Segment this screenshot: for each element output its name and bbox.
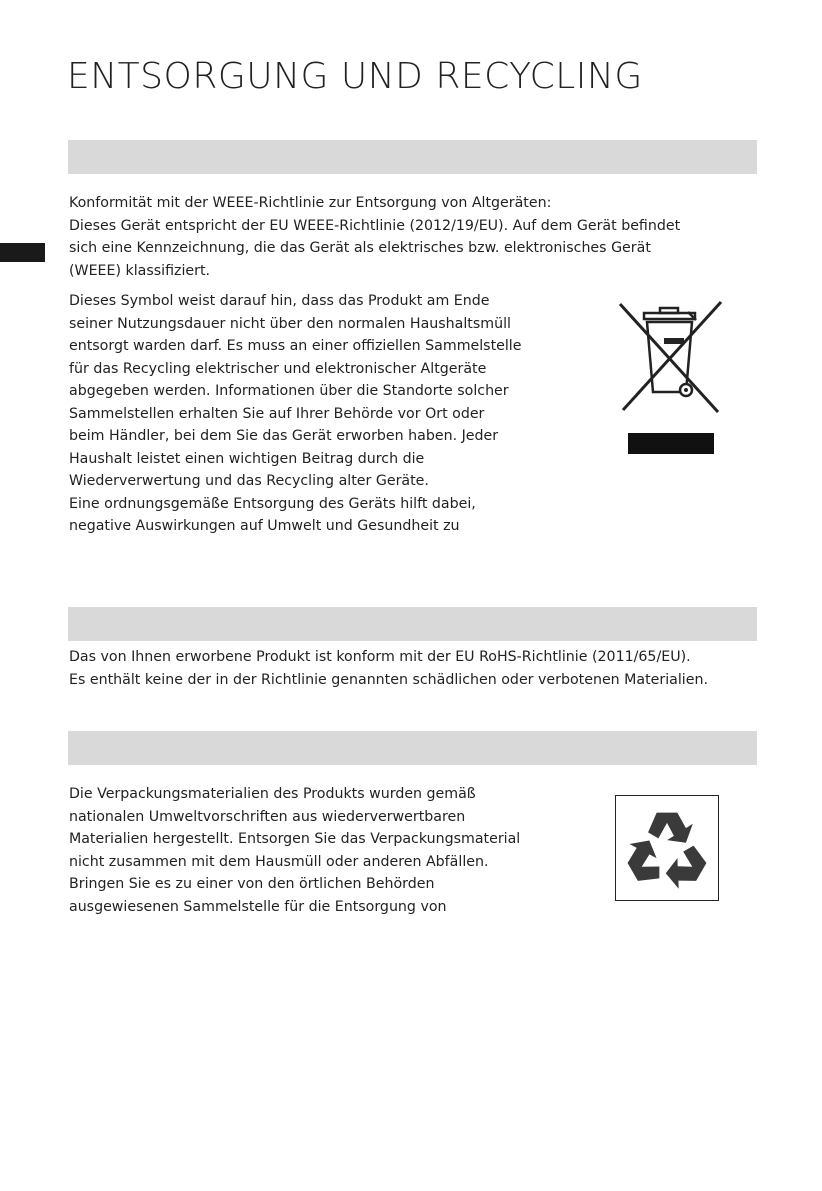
weee-intro — [69, 192, 680, 282]
packaging-line: nationalen Umweltvorschriften aus wiederverwertbaren — [69, 808, 466, 825]
packaging-line: Materialien hergestellt. Entsorgen Sie das Verpackungsmaterial — [69, 831, 521, 847]
recycling-symbol-frame — [615, 795, 719, 901]
packaging-line: nicht zusammen mit dem Hausmüll oder anderen Abfällen. — [69, 853, 489, 870]
weee-body-line: Eine ordnungsgemäße Entsorgung des Geräts hilft dabei, — [69, 495, 476, 512]
section-header-rohs — [68, 607, 757, 641]
rohs-text — [69, 646, 708, 691]
weee-body-line: Wiederverwertung und das Recycling alter Geräte. — [69, 473, 429, 489]
weee-body-line: beim Händler, bei dem Sie das Gerät erworben haben. Jeder — [69, 428, 499, 444]
section-header-packaging — [68, 731, 757, 765]
weee-body-line: entsorgt warden darf. Es muss an einer offiziellen Sammelstelle — [69, 338, 522, 354]
side-tab-marker — [0, 243, 45, 262]
weee-body-line: für das Recycling elektrischer und elektronischer Altgeräte — [69, 360, 487, 377]
crossed-out-wheeled-bin-icon — [618, 300, 724, 460]
rohs-line: Das von Ihnen erworbene Produkt ist konform mit der EU RoHS-Richtlinie (2011/65/EU). — [69, 649, 691, 665]
weee-body-line: Dieses Symbol weist darauf hin, dass das Produkt am Ende — [69, 293, 490, 309]
weee-intro-line: Konformität mit der WEEE-Richtlinie zur Entsorgung von Altgeräten: — [69, 195, 552, 211]
weee-body-line: abgegeben werden. Informationen über die Standorte solcher — [69, 383, 509, 399]
weee-intro-line: (WEEE) klassifiziert. — [69, 262, 211, 279]
packaging-line: Bringen Sie es zu einer von den örtlichen Behörden — [69, 876, 435, 892]
rohs-line: Es enthält keine der in der Richtlinie genannten schädlichen oder verbotenen Materialien. — [69, 671, 708, 688]
packaging-line: ausgewiesenen Sammelstelle für die Entsorgung von — [69, 898, 447, 915]
weee-body-line: negative Auswirkungen auf Umwelt und Gesundheit zu — [69, 518, 460, 534]
weee-body-line: Sammelstellen erhalten Sie auf Ihrer Behörde vor Ort oder — [69, 405, 485, 422]
weee-body-line: Haushalt leistet einen wichtigen Beitrag durch die — [69, 450, 425, 467]
page-title: ENTSORGUNG UND RECYCLING — [67, 56, 643, 97]
packaging-text — [69, 783, 520, 918]
recycling-icon — [624, 804, 710, 890]
weee-intro-line: sich eine Kennzeichnung, die das Gerät als elektrisches bzw. elektronisches Gerät — [69, 240, 651, 256]
section-header-weee — [68, 140, 757, 174]
weee-intro-line: Dieses Gerät entspricht der EU WEEE-Richtlinie (2012/19/EU). Auf dem Gerät befindet — [69, 217, 681, 234]
weee-body — [69, 290, 521, 538]
weee-body-line: seiner Nutzungsdauer nicht über den normalen Haushaltsmüll — [69, 315, 511, 332]
packaging-line: Die Verpackungsmaterialien des Produkts wurden gemäß — [69, 786, 476, 802]
